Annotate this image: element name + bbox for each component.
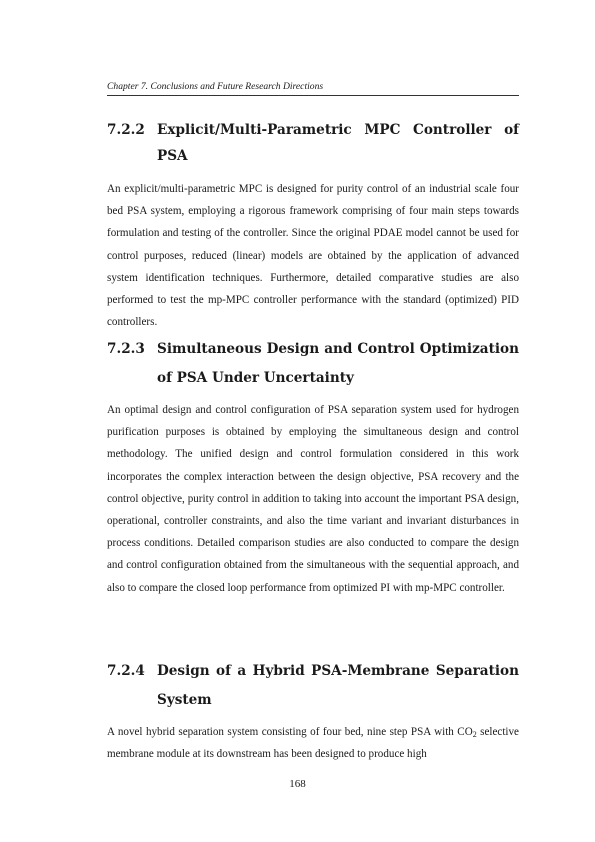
section-paragraph: An explicit/multi-parametric MPC is designed for purity control of an industrial scale four bed PSA system, employing a rigorous framework comprising of four main steps towards formulation and testing of the controller. Since the original PDAE model cannot be used for control purposes, reduced (linear) models are obtained by the application of advanced system identification techniques. Furthermore, detailed comparative studies are also performed to test the mp-MPC controller performance with the standard (optimized) PID controllers.: [107, 183, 519, 329]
section-heading: [107, 335, 519, 393]
section-title: Design of a Hybrid PSA-Membrane Separation System: [157, 663, 519, 708]
section-7-2-4: [107, 657, 519, 777]
section-title: Explicit/Multi-Parametric MPC Controller of PSA: [157, 122, 519, 164]
section-heading: [107, 117, 519, 169]
paragraph-text-start: A novel hybrid separation system consisting of four bed, nine step PSA with CO: [107, 726, 473, 738]
section-heading: [107, 657, 519, 715]
subscript: 2: [472, 730, 477, 739]
section-7-2-3: [107, 335, 519, 610]
section-paragraph: [107, 721, 519, 765]
section-title: Simultaneous Design and Control Optimization of PSA Under Uncertainty: [157, 341, 519, 386]
running-header: Chapter 7. Conclusions and Future Research Directions: [107, 81, 519, 96]
section-number: 7.2.2: [107, 122, 145, 138]
section-number: 7.2.3: [107, 341, 145, 357]
paragraph-text-end: selective membrane module at its downstream has been designed to produce high: [107, 726, 519, 761]
section-paragraph: An optimal design and control configuration of PSA separation system used for hydrogen purification purposes is obtained by employing the simultaneous design and control methodology. The unified design and control formulation considered in this work incorporates the complex interaction between the design objective, PSA recovery and the control objective, purity control in addition to taking into account the important PSA design, operational, controller constraints, and also the time variant and invariant disturbances in process conditions. Detailed comparison studies are also conducted to compare the design and control configuration obtained from the simultaneous with the sequential approach, and also to compare the closed loop performance from optimized PI with mp-MPC controller.: [107, 404, 519, 594]
section-7-2-2: [107, 117, 519, 345]
page-number: 168: [289, 778, 306, 790]
section-number: 7.2.4: [107, 663, 145, 679]
